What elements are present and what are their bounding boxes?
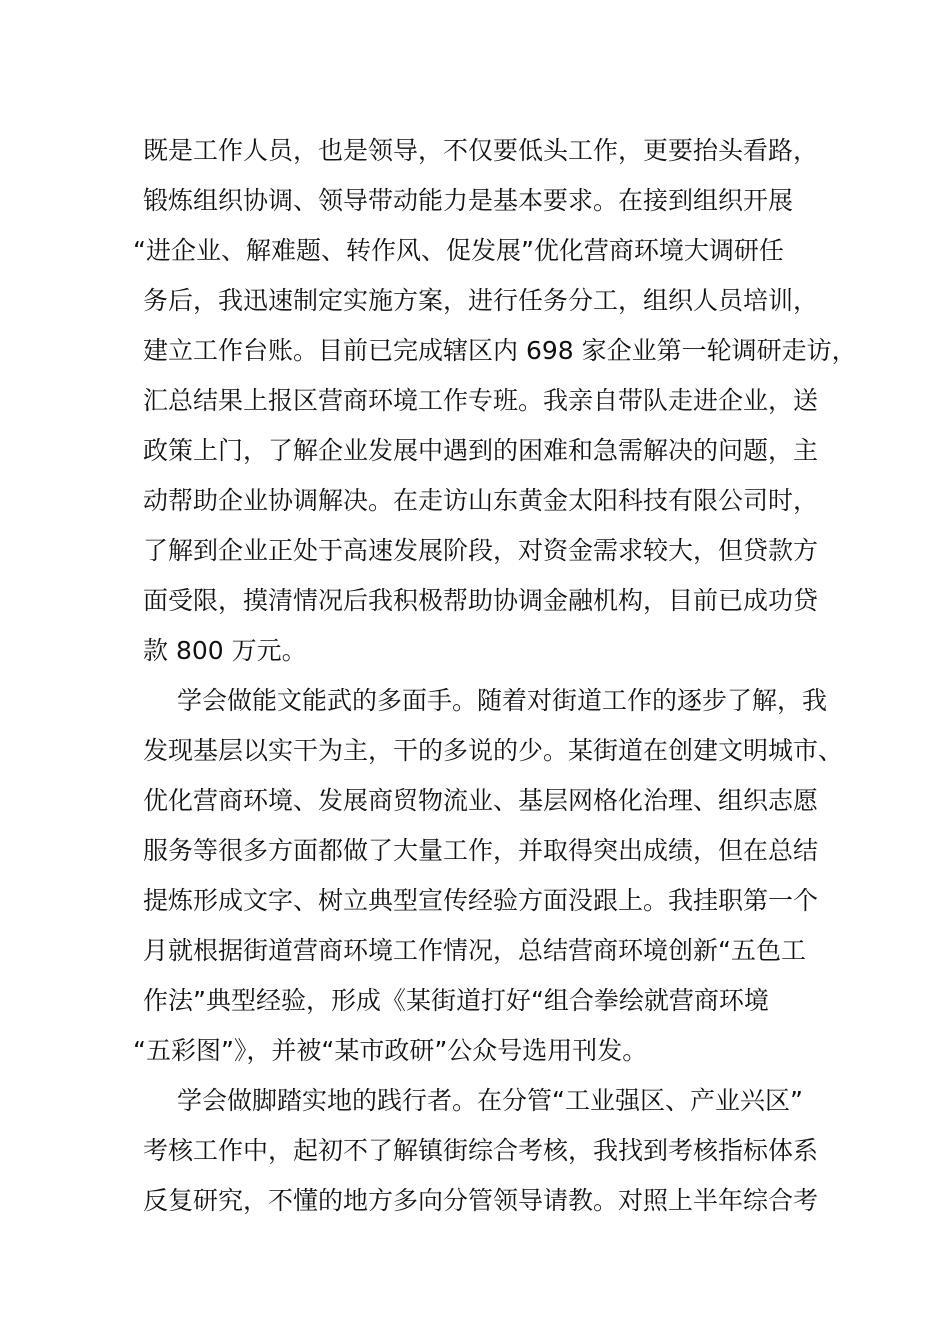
text-line: 动帮助企业协调解决。在走访山东黄金太阳科技有限公司时，	[143, 486, 819, 515]
text-line: 建立工作台账。目前已完成辖区内 698 家企业第一轮调研走访，	[143, 336, 857, 365]
paragraph-first-line: 学会做脚踏实地的践行者。在分管“工业强区、产业兴区”	[177, 1086, 803, 1115]
text-line: 务后，我迅速制定实施方案，进行任务分工，组织人员培训，	[143, 286, 819, 315]
text-line: 了解到企业正处于高速发展阶段，对资金需求较大，但贷款方	[143, 536, 819, 565]
paragraph-first-line: 学会做能文能武的多面手。随着对街道工作的逐步了解，我	[177, 686, 828, 715]
text-line: 汇总结果上报区营商环境工作专班。我亲自带队走进企业，送	[143, 386, 819, 415]
text-line: “进企业、解难题、转作风、促发展”优化营商环境大调研任	[133, 236, 784, 265]
text-line: 面受限，摸清情况后我积极帮助协调金融机构，目前已成功贷	[143, 586, 819, 615]
text-line: 款 800 万元。	[143, 636, 307, 665]
text-line: 反复研究，不懂的地方多向分管领导请教。对照上半年综合考	[143, 1186, 819, 1215]
body-text	[133, 126, 857, 1226]
text-line: 作法”典型经验，形成《某街道打好“组合拳绘就营商环境	[143, 986, 769, 1015]
text-line: 考核工作中，起初不了解镇街综合考核，我找到考核指标体系	[143, 1136, 819, 1165]
text-line: 锻炼组织协调、领导带动能力是基本要求。在接到组织开展	[143, 186, 794, 215]
text-line: 既是工作人员，也是领导，不仅要低头工作，更要抬头看路，	[143, 136, 819, 165]
text-line: 发现基层以实干为主，干的多说的少。某街道在创建文明城市、	[143, 736, 844, 765]
text-line: 优化营商环境、发展商贸物流业、基层网格化治理、组织志愿	[143, 786, 819, 815]
text-line: 服务等很多方面都做了大量工作，并取得突出成绩，但在总结	[143, 836, 819, 865]
text-line: 月就根据街道营商环境工作情况，总结营商环境创新“五色工	[143, 936, 806, 965]
text-line: 政策上门，了解企业发展中遇到的困难和急需解决的问题，主	[143, 436, 819, 465]
text-line: “五彩图”》，并被“某市政研”公众号选用刊发。	[133, 1036, 648, 1065]
text-line: 提炼形成文字、树立典型宣传经验方面没跟上。我挂职第一个	[143, 886, 819, 915]
